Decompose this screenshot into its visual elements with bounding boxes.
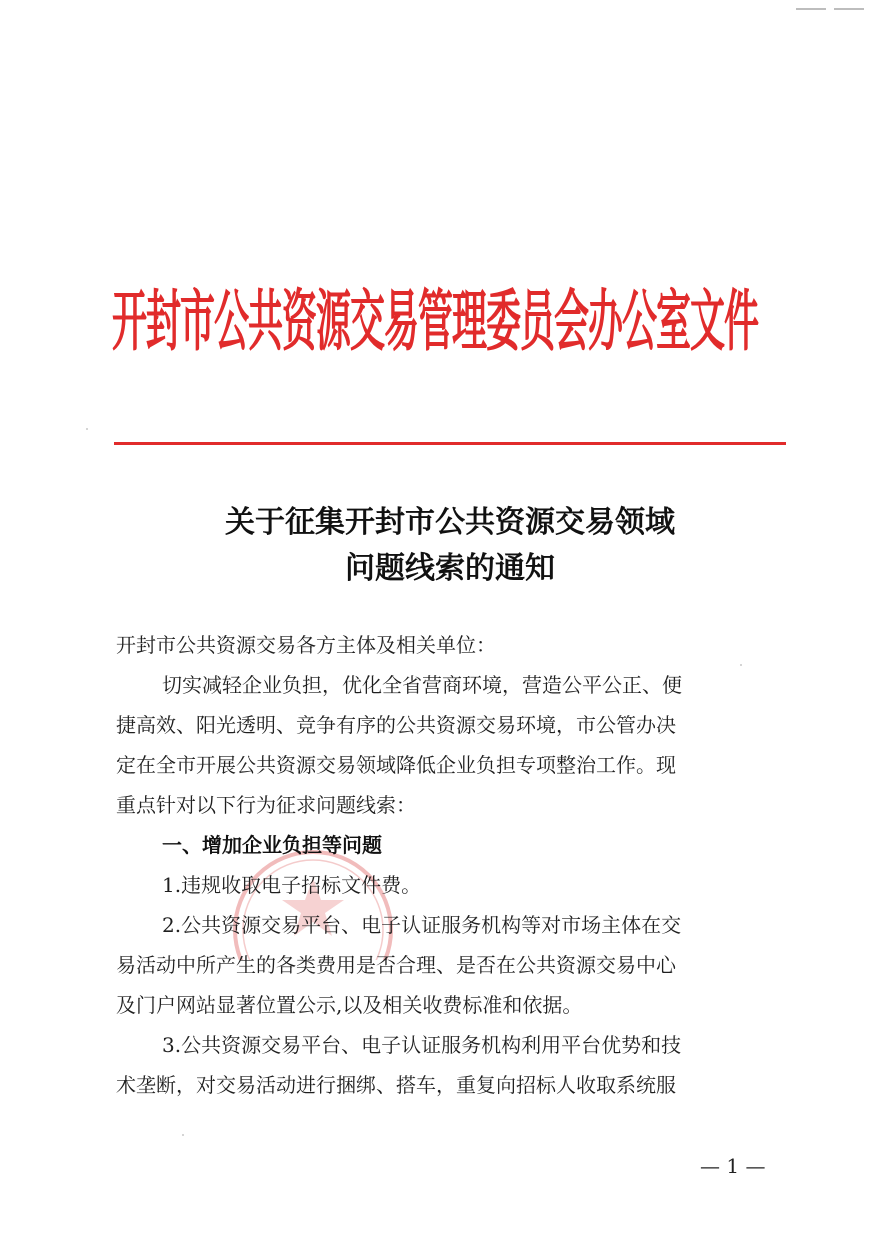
- salutation: 开封市公共资源交易各方主体及相关单位：: [116, 633, 496, 657]
- scan-speck: [86, 428, 88, 430]
- scan-speck: [740, 664, 742, 666]
- paragraph-line: 捷高效、阳光透明、竞争有序的公共资源交易环境，市公管办决: [116, 713, 676, 737]
- paragraph-line: 重点针对以下行为征求问题线索：: [116, 793, 416, 817]
- scan-speck: [182, 1134, 184, 1136]
- document-title: [114, 500, 786, 592]
- paragraph-line: 切实减轻企业负担，优化全省营商环境，营造公平公正、便: [162, 673, 682, 697]
- list-item-continuation: 易活动中所产生的各类费用是否合理、是否在公共资源交易中心: [116, 953, 676, 977]
- corner-scan-marks: [796, 8, 866, 12]
- red-divider-rule: [114, 442, 786, 445]
- list-item: 2.公共资源交易平台、电子认证服务机构等对市场主体在交: [162, 913, 682, 937]
- list-item-continuation: 术垄断，对交易活动进行捆绑、搭车，重复向招标人收取系统服: [116, 1073, 676, 1097]
- page-number: — 1 —: [700, 1154, 766, 1178]
- list-item: 1.违规收取电子招标文件费。: [162, 873, 422, 897]
- document-body: [116, 625, 776, 1105]
- document-title-line: 关于征集开封市公共资源交易领域: [225, 505, 675, 540]
- paragraph-line: 定在全市开展公共资源交易领域降低企业负担专项整治工作。现: [116, 753, 676, 777]
- section-heading: 一、增加企业负担等问题: [162, 833, 382, 857]
- document-title-line: 问题线索的通知: [345, 551, 555, 586]
- list-item: 3.公共资源交易平台、电子认证服务机构利用平台优势和技: [162, 1033, 682, 1057]
- header-title: 开封市公共资源交易管理委员会办公室文件: [112, 283, 759, 361]
- list-item-continuation: 及门户网站显著位置公示,以及相关收费标准和依据。: [116, 993, 583, 1017]
